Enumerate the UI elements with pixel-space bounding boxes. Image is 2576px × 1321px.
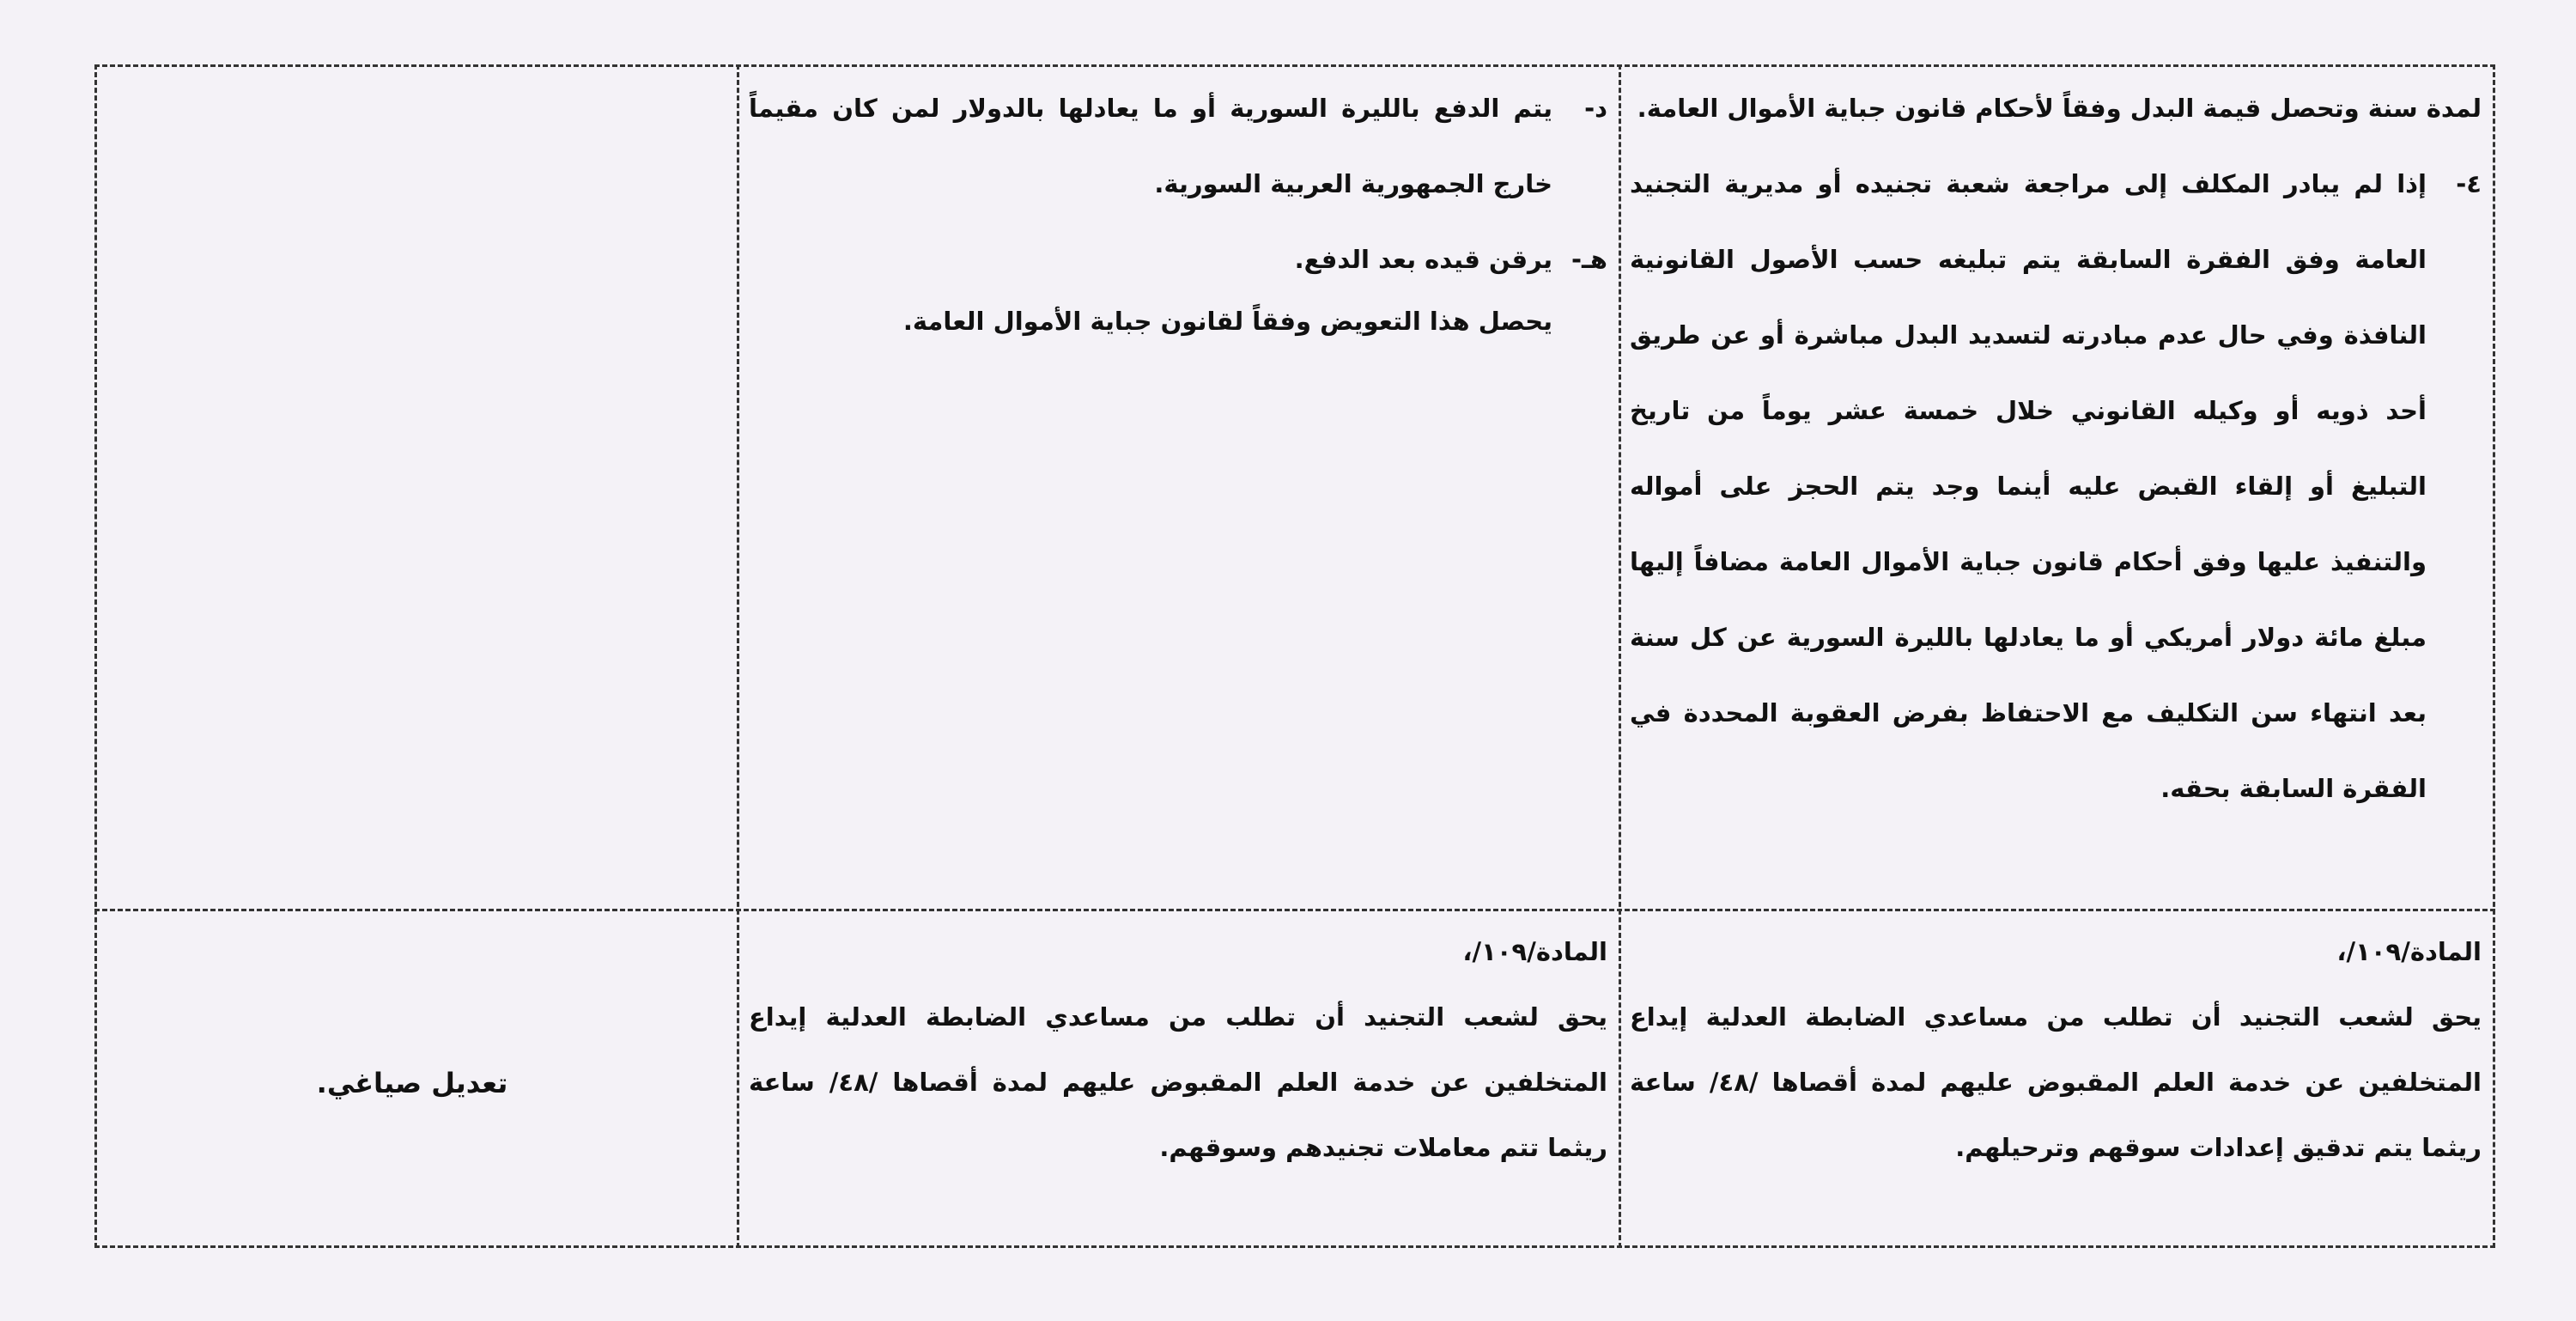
item-h-text: يرقن قيده بعد الدفع. xyxy=(1294,245,1552,274)
column-divider-proposed xyxy=(737,64,739,1248)
item-4-text: إذا لم يبادر المكلف إلى مراجعة شعبة تجنيده أو مديرية التجنيد العامة وفق الفقرة السابقة يتم تبليغه حسب الأصول القانونية النافذة وفي حال عدم مبادرته لتسديد البدل مباشرة أو عن طريق أحد ذويه أو وكيله القانوني خلال خمسة عشر يوماً من تاريخ التبليغ أو إلقاء القبض عليه أينما وجد يتم الحجز على أمواله والتنفيذ عليها وفق أحكام قانون جباية الأموال العامة مضافاً إليها مبلغ مائة دولار أمريكي أو ما يعادلها بالليرة السورية عن كل سنة بعد انتهاء سن التكليف مع الاحتفاظ بفرض العقوبة المحددة في الفقرة السابقة بحقه. xyxy=(1630,169,2427,803)
table-top-border xyxy=(94,64,2495,67)
table-right-border xyxy=(2493,64,2495,1248)
table-left-border xyxy=(94,64,97,1248)
collection-paragraph: يحصل هذا التعويض وفقاً لقانون جباية الأموال العامة. xyxy=(902,307,1552,336)
column-divider-current xyxy=(1619,64,1621,1248)
item-h-marker: هـ- xyxy=(1571,245,1607,274)
item-d-text: يتم الدفع بالليرة السورية أو ما يعادلها بالدولار لمن كان مقيماً خارج الجمهورية العربية السورية. xyxy=(749,94,1552,198)
item-d-marker: د- xyxy=(1584,94,1607,123)
item-d xyxy=(749,70,1607,222)
amendment-note: تعديل صياغي. xyxy=(316,1067,508,1099)
row1-current-cell xyxy=(1630,70,2482,826)
item-4 xyxy=(1630,146,2482,826)
row2-current-cell xyxy=(1630,919,2482,1180)
table-row-divider xyxy=(94,909,2495,911)
table-bottom-border xyxy=(94,1245,2495,1248)
row1-proposed-cell xyxy=(749,70,1607,356)
article-text: يحق لشعب التجنيد أن تطلب من مساعدي الضابطة العدلية إيداع المتخلفين عن خدمة العلم المقبوض عليهم لمدة أقصاها /٤٨/ ساعة ريثما يتم تدقيق إعدادات سوقهم وترحيلهم. xyxy=(1630,1002,2482,1162)
row2-proposed-cell xyxy=(749,919,1607,1180)
article-title: المادة/١٠٩/، xyxy=(1462,937,1607,966)
continuation-paragraph: لمدة سنة وتحصل قيمة البدل وفقاً لأحكام قانون جباية الأموال العامة. xyxy=(1637,94,2482,123)
article-title: المادة/١٠٩/، xyxy=(2336,937,2482,966)
item-h xyxy=(749,222,1607,297)
article-text: يحق لشعب التجنيد أن تطلب من مساعدي الضابطة العدلية إيداع المتخلفين عن خدمة العلم المقبوض عليهم لمدة أقصاها /٤٨/ ساعة ريثما تتم معاملات تجنيدهم وسوقهم. xyxy=(749,1002,1607,1162)
item-4-marker: ٤- xyxy=(2456,169,2482,198)
